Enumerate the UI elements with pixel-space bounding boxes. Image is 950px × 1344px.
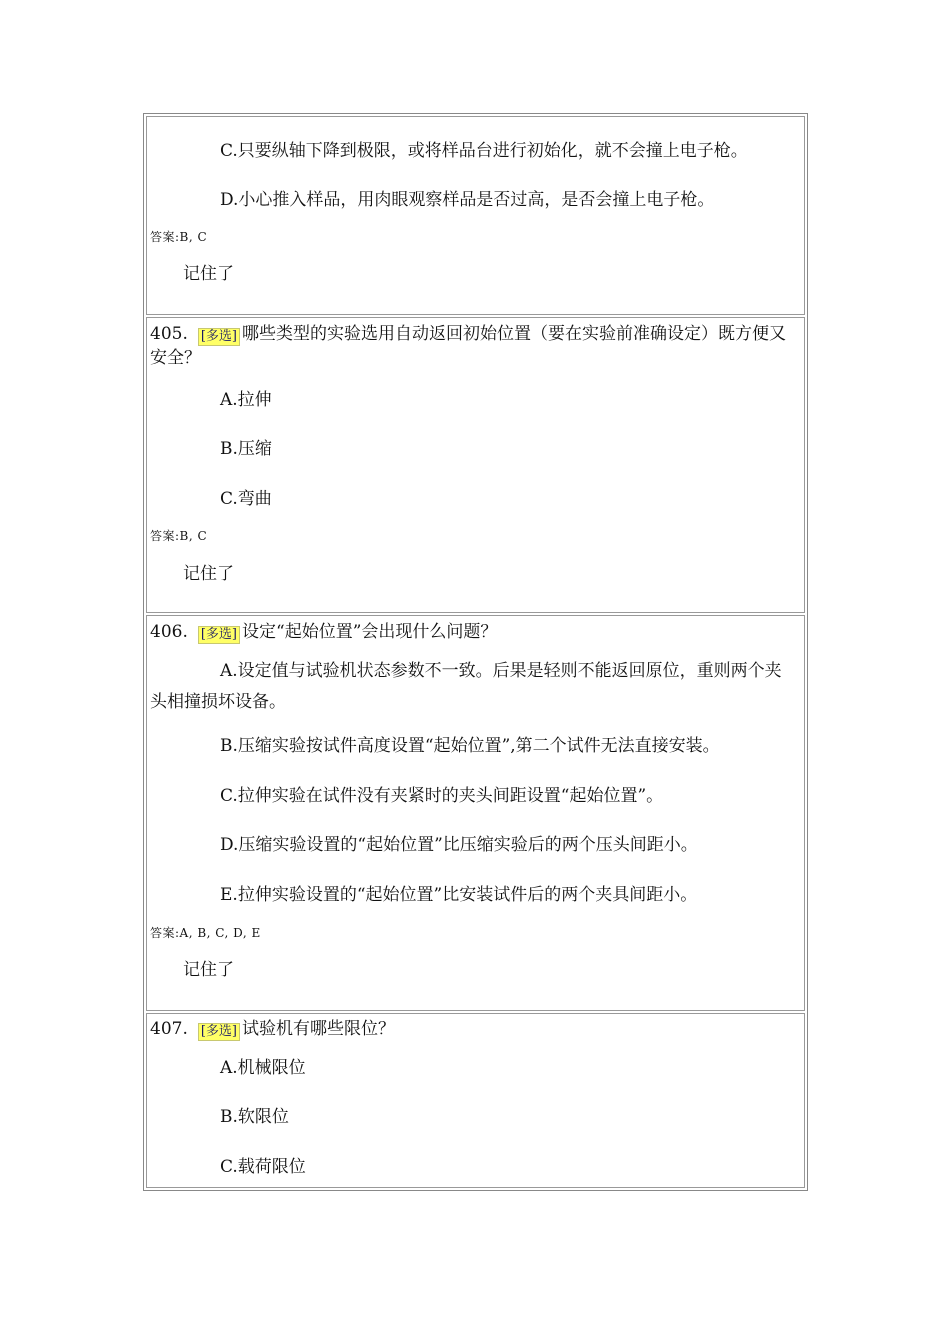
question-number: 405. xyxy=(150,324,188,344)
multi-select-tag: [多选] xyxy=(198,328,240,346)
option-d: D.小心推入样品，用肉眼观察样品是否过高，是否会撞上电子枪。 xyxy=(220,190,715,210)
question-table xyxy=(143,113,808,1191)
option-c: C.弯曲 xyxy=(220,489,272,509)
question-text: 哪些类型的实验选用自动返回初始位置（要在实验前准确设定）既方便又安全？ xyxy=(150,324,787,368)
answer-text: 答案:B, C xyxy=(150,230,208,244)
remember-button[interactable]: 记住了 xyxy=(183,960,234,980)
option-e: E.拉伸实验设置的“起始位置”比安装试件后的两个夹具间距小。 xyxy=(220,885,698,905)
remember-button[interactable]: 记住了 xyxy=(183,564,234,584)
question-block-407 xyxy=(146,1013,805,1188)
question-block-406 xyxy=(146,615,805,1011)
question-title xyxy=(150,1017,802,1041)
question-title xyxy=(150,620,802,644)
answer-text: 答案:A, B, C, D, E xyxy=(150,926,261,940)
remember-button[interactable]: 记住了 xyxy=(183,264,234,284)
option-d: D.压缩实验设置的“起始位置”比压缩实验后的两个压头间距小。 xyxy=(220,835,698,855)
answer-text: 答案:B, C xyxy=(150,529,208,543)
option-c: C.拉伸实验在试件没有夹紧时的夹头间距设置“起始位置”。 xyxy=(220,786,664,806)
question-title xyxy=(150,322,802,370)
option-b: B.压缩 xyxy=(220,439,272,459)
option-b: B.软限位 xyxy=(220,1107,289,1127)
option-c: C.只要纵轴下降到极限，或将样品台进行初始化，就不会撞上电子枪。 xyxy=(220,141,748,161)
question-text: 设定“起始位置”会出现什么问题？ xyxy=(242,622,498,642)
option-b: B.压缩实验按试件高度设置“起始位置”,第二个试件无法直接安装。 xyxy=(220,736,720,756)
question-number: 407. xyxy=(150,1019,188,1039)
question-text: 试验机有哪些限位？ xyxy=(242,1019,396,1039)
question-block-405 xyxy=(146,317,805,613)
multi-select-tag: [多选] xyxy=(198,626,240,644)
option-c: C.载荷限位 xyxy=(220,1157,306,1177)
option-a: A.设定值与试验机状态参数不一致。后果是轻则不能返回原位，重则两个夹头相撞损坏设备。 xyxy=(150,661,782,712)
question-number: 406. xyxy=(150,622,188,642)
option-a: A.拉伸 xyxy=(220,390,272,410)
multi-select-tag: [多选] xyxy=(198,1023,240,1041)
question-block-404 xyxy=(146,116,805,315)
option-a: A.机械限位 xyxy=(220,1058,306,1078)
